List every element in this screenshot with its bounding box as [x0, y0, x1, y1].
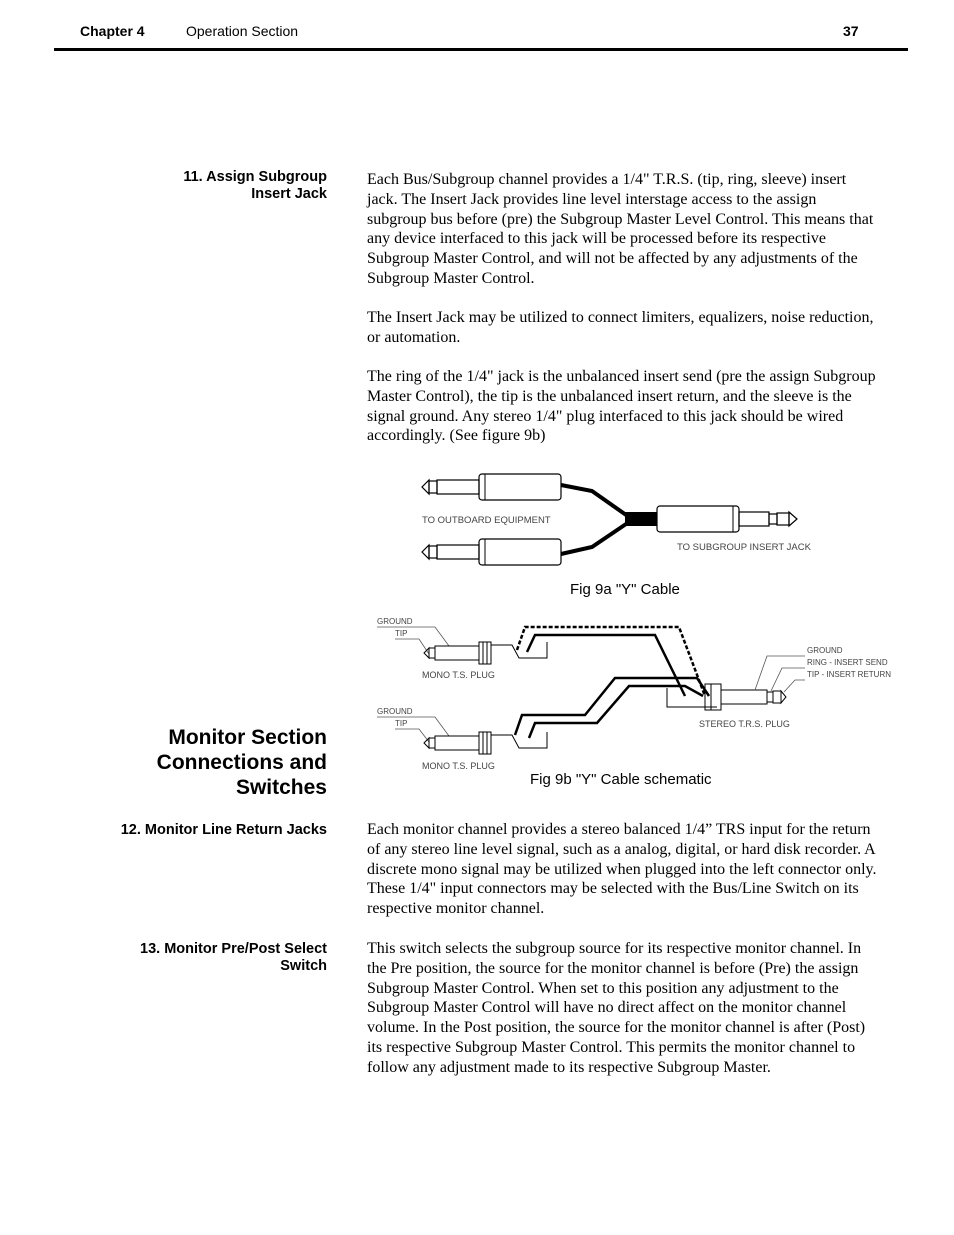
fig9b-top-mono-plug: [424, 642, 547, 664]
s13-heading: [75, 941, 327, 975]
fig9b-stereo-plug: [667, 684, 786, 710]
s11-heading-line2: Insert Jack: [251, 186, 327, 202]
fig9b-caption: Fig 9b "Y" Cable schematic: [530, 771, 712, 788]
fig9b-label-right-tip: TIP - INSERT RETURN: [807, 670, 892, 679]
monitor-section-heading: [75, 725, 327, 800]
s12-heading: 12. Monitor Line Return Jacks: [120, 822, 327, 838]
s13-heading-line2: Switch: [280, 958, 327, 974]
fig9a-lower-mono-plug: [422, 539, 561, 565]
s13-paragraph-1: This switch selects the subgroup source for its respective monitor channel. In the Pre position, the source for the monitor channel is before (Pre) the assign Subgroup Master Control. When set to this position any adjustment to the Subgroup Master Control will have no direct affect on the monitor channel volume. In the Post position, the source for the monitor channel is after (Post) its respective Subgroup Master Control. This permits the monitor channel to follow any adjustment made to its respective Subgroup Master.: [367, 940, 866, 1076]
fig9b-label-tip-top: TIP: [395, 629, 408, 638]
fig9b-label-right-ground: GROUND: [807, 646, 843, 655]
fig9a-upper-mono-plug: [422, 474, 561, 500]
monitor-heading-line1: Monitor Section: [168, 726, 327, 749]
s12-paragraph-1: Each monitor channel provides a stereo balanced 1/4” TRS input for the return of any stereo line level signal, such as a analog, digital, or hard disk recorder. A discrete mono signal may be utilized when plugged into the left connector only. These 1/4" input connectors may be selected with the Bus/Line Switch on its respective monitor channel.: [367, 821, 877, 918]
fig9b-bottom-mono-plug: [424, 732, 547, 754]
fig9a-label-insert: TO SUBGROUP INSERT JACK: [677, 542, 811, 553]
fig9b-label-mono-top: MONO T.S. PLUG: [422, 670, 495, 680]
s11-heading: [75, 169, 327, 203]
fig9a-y-cable: [561, 485, 657, 554]
fig9b-label-mono-bottom: MONO T.S. PLUG: [422, 761, 495, 771]
fig9a-caption: Fig 9a "Y" Cable: [570, 581, 680, 598]
s11-paragraph-3: The ring of the 1/4" jack is the unbalanced insert send (pre the assign Subgroup Master Control), the tip is the unbalanced insert return, and the sleeve is the signal ground. Any stereo 1/4" plug interfaced to this jack should be wired accordingly. (See figure 9b): [367, 368, 876, 445]
fig9b-label-ground-top: GROUND: [377, 617, 413, 626]
fig9b-wires: [515, 627, 709, 738]
monitor-heading-line2: Connections and: [156, 751, 327, 774]
s11-paragraph-1: Each Bus/Subgroup channel provides a 1/4" T.R.S. (tip, ring, sleeve) insert jack. The Insert Jack provides line level interstage access to the assign subgroup bus before (pre) the Subgroup Master Level Control. This means that any device interfaced to this jack will be processed before its respective Subgroup Master Control, and will not be affected by any adjustments of the Subgroup Master Control.: [367, 171, 874, 287]
header-page-number: 37: [843, 23, 859, 39]
s13-heading-line1: 13. Monitor Pre/Post Select: [140, 941, 327, 957]
fig9b-label-tip-bottom: TIP: [395, 719, 408, 728]
fig9a-y-cable-drawing: [367, 465, 847, 575]
header-rule: [54, 48, 908, 51]
fig9a-stereo-plug: [657, 506, 797, 532]
fig9b-label-stereo: STEREO T.R.S. PLUG: [699, 719, 790, 729]
header-chapter: Chapter 4: [80, 23, 145, 39]
monitor-heading-line3: Switches: [235, 776, 327, 799]
s11-paragraph-2: The Insert Jack may be utilized to connect limiters, equalizers, noise reduction, or automation.: [367, 309, 874, 346]
header-section-title: Operation Section: [186, 23, 299, 39]
s11-heading-line1: 11. Assign Subgroup: [183, 169, 327, 185]
fig9b-label-ground-bottom: GROUND: [377, 707, 413, 716]
fig9b-label-right-ring: RING - INSERT SEND: [807, 658, 888, 667]
fig9a-label-outboard: TO OUTBOARD EQUIPMENT: [422, 515, 551, 526]
fig9b-y-cable-schematic: [367, 610, 892, 775]
